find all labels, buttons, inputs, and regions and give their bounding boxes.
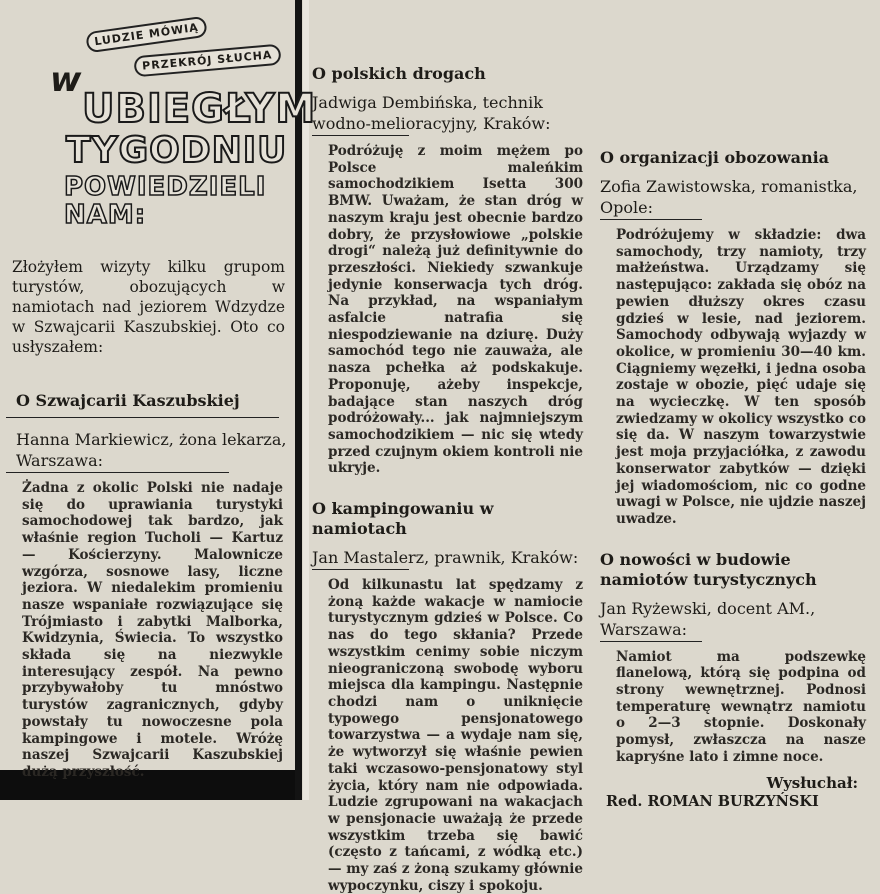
logo-badge-ludzie: LUDZIE MÓWIĄ (85, 16, 208, 54)
column-1 (6, 0, 317, 781)
s1-heading: O Szwajcarii Kaszubskiej (16, 391, 240, 410)
intro-paragraph: Złożyłem wizyty kilku grupom turystów, obozujących w namiotach nad jeziorem Wdzydze w Szwajcarii Kaszubskiej. Oto co usłyszałem: (12, 258, 285, 356)
section-logo (6, 0, 317, 245)
s2-heading: O polskich drogach (312, 64, 486, 83)
s1-author: Hanna Markiewicz, żona lekarza, Warszawa: (16, 430, 287, 470)
logo-line-tygodniu: TYGODNIU (66, 130, 288, 171)
s2-author: Jadwiga Dembińska, technik wodno-melioracyjny, Kraków: (312, 93, 551, 133)
logo-w: w (50, 60, 82, 100)
signature-name: Red. ROMAN BURZYŃSKI (606, 792, 819, 810)
logo-line-ubieglym: UBIEGŁYM (82, 86, 317, 132)
logo-line-powiedzieli: POWIEDZIELI (64, 172, 267, 202)
s3-body: Od kilkunastu lat spędzamy z żoną każde wakacje w namiocie turystycznym gdzieś w Polsce. Co nas do tego skłania? Przede wszystkim cenimy sobie niczym nieograniczoną swobodę wyboru miejsca dla kampingu. Następnie chodzi nam o uniknięcie typowego pensjonatowego towarzystwa — a wydaje nam się, że wytworzył się właśnie pewien taki wczasowo-pensjonatowy styl życia, który nam nie odpowiada. Ludzie zgrupowani na wakacjach w pensjonacie uważają że przede wszystkim trzeba się bawić (często z tańcami, z wódką etc.) — my zaś z żoną szukamy głównie wypoczynku, ciszy i spokoju. (328, 577, 583, 894)
s5-author: Jan Ryżewski, docent AM., Warszawa: (600, 598, 816, 639)
column-3 (600, 0, 872, 811)
logo-line-nam: NAM: (64, 200, 147, 230)
s4-author: Zofia Zawistowska, romanistka, Opole: (600, 177, 858, 217)
s5-heading: O nowości w budowie namiotów turystycznych (600, 549, 817, 589)
signature-label: Wysłuchał: (766, 773, 858, 792)
s1-body: Żadna z okolic Polski nie nadaje się do uprawiania turystyki samochodowej tak bardzo, jak właśnie region Tucholi — Kartuz — Kościerzyny. Malownicze wzgórza, sosnowe lasy, liczne jeziora. W niedalekim promieniu nasze wspaniałe rozwiązujące się Trójmiasto i zabytki Malborka, Kwidzynia, Świecia. To wszystko składa się na niezwykle interesujący zespół. Na pewno przybywałoby tu mnóstwo turystów zagranicznych, gdyby powstały tu nowoczesne pola kampingowe i motele. Wróżę naszej Szwajcarii Kaszubskiej dużą przyszłość. (22, 480, 283, 780)
rule (6, 417, 279, 421)
s3-heading: O kampingowaniu w namiotach (312, 499, 494, 539)
column-2 (312, 0, 589, 894)
s2-body: Podróżuję z moim mężem po Polsce maleńkim samochodzikiem Isetta 300 BMW. Uważam, że stan dróg w naszym kraju jest obecnie bardzo dobry, że przysłowiowe „polskie drogi“ należą już definitywnie do przeszłości. Niekiedy szwankuje jedynie konserwacja tych dróg. Na przykład, na wspaniałym asfalcie natrafia się niespodziewanie na dziurę. Duży samochód tego nie zauważa, ale nasza pchełka aż podskakuje. Proponuję, ażeby inspekcje, badające stan naszych dróg podróżowały... jak najmniejszym samochodzikiem — nic się wtedy przed czujnym okiem kontroli nie ukryje. (328, 143, 583, 477)
s5-body: Namiot ma podszewkę flanelową, którą się podpina od strony wewnętrznej. Podnosi temperaturę wewnątrz namiotu o 2—3 stopnie. Doskonały pomysł, zwłaszcza na nasze kapryśne lato i zimne noce. (616, 648, 866, 765)
s4-heading: O organizacji obozowania (600, 148, 830, 167)
logo-badge-przekroj: PRZEKRÓJ SŁUCHA (133, 44, 281, 78)
s3-author: Jan Mastalerz, prawnik, Kraków: (312, 548, 579, 568)
s4-body: Podróżujemy w składzie: dwa samochody, trzy namioty, trzy małżeństwa. Urządzamy się następująco: zakłada się obóz na pewien dłuższy okres czasu gdzieś w lesie, nad jeziorem. Samochody odbywają wyjazdy w okolice, w promieniu 30—40 km. Ciągniemy węzełki, i jedna osoba zostaje w obozie, pięć udaje się na wycieczkę. W ten sposób zwiedzamy w okolicy wszystko co się da. W naszym towarzystwie jest moja przyjaciółka, z zawodu konserwator zabytków — dzięki jej wiadomościom, nic co godne uwagi w Polsce, nie ujdzie naszej uwadze. (616, 227, 866, 527)
